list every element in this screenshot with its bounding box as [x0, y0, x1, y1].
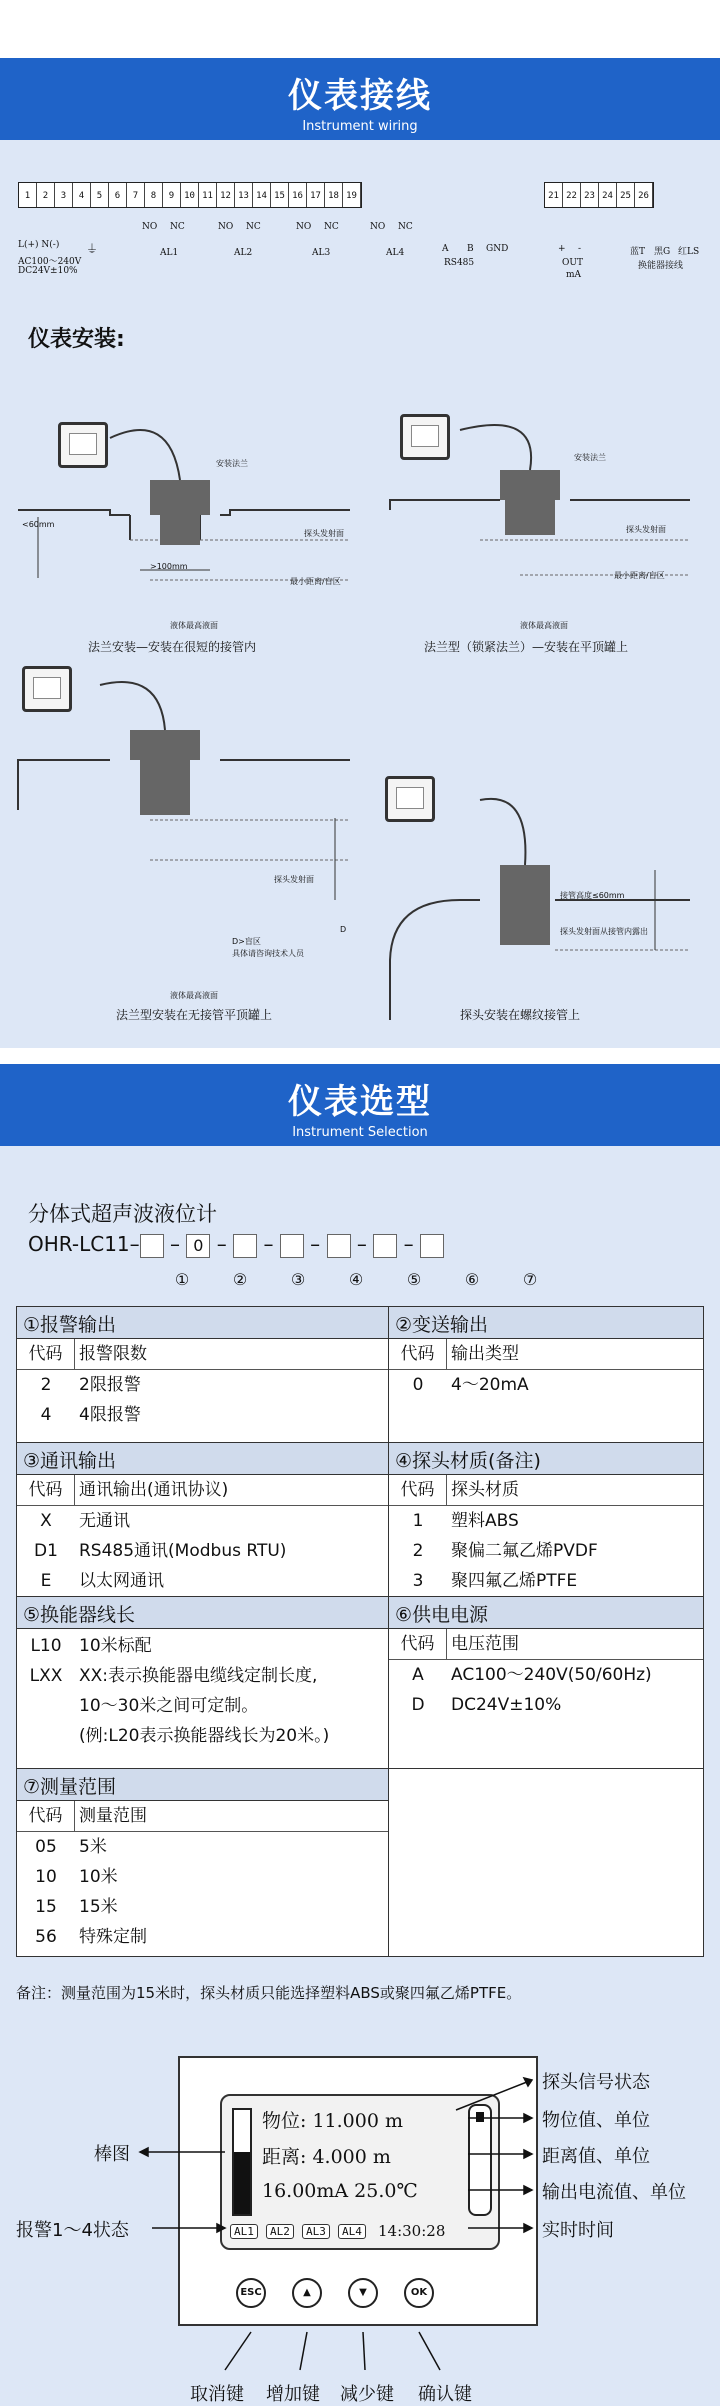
- row-code: 56: [35, 1927, 57, 1947]
- callout-output: 输出电流值、单位: [542, 2182, 686, 2203]
- block-title: ⑤换能器线长: [17, 1597, 388, 1629]
- model-slot-2: 0: [186, 1234, 210, 1258]
- row-desc: 4限报警: [79, 1405, 141, 1425]
- circle-2: ②: [232, 1270, 248, 1289]
- terminal-5: 5: [91, 183, 109, 207]
- terminal-10: 10: [181, 183, 199, 207]
- dash: –: [170, 1232, 180, 1256]
- callout-distance: 距离值、单位: [542, 2146, 650, 2167]
- row-code: 1: [412, 1511, 424, 1531]
- rs485-b: B: [467, 244, 474, 254]
- install-heading: 仪表安装:: [28, 327, 125, 352]
- terminal-18: 18: [325, 183, 343, 207]
- wiring-subtitle: Instrument wiring: [302, 119, 418, 134]
- circle-4: ④: [348, 1270, 364, 1289]
- emit-face-1: 探头发射面: [304, 529, 344, 538]
- dash: –: [403, 1232, 414, 1256]
- power-dc-label: DC24V±10%: [18, 266, 78, 276]
- row-desc: 4～20mA: [451, 1375, 529, 1395]
- row-desc: 以太网通讯: [79, 1571, 164, 1591]
- terminal-13: 13: [235, 183, 253, 207]
- row-code: 4: [40, 1405, 52, 1425]
- relay4-nc: NC: [398, 222, 413, 232]
- terminal-12: 12: [217, 183, 235, 207]
- block-title: ②变送输出: [389, 1307, 703, 1339]
- power-ac-label: AC100～240V: [18, 257, 82, 267]
- row-code: [17, 1721, 75, 1751]
- circle-3: ③: [290, 1270, 306, 1289]
- terminal-15: 15: [271, 183, 289, 207]
- section-spacer: [0, 1048, 720, 1064]
- min-dist-2: 最小距离/盲区: [614, 571, 665, 580]
- relay1-nc: NC: [170, 222, 185, 232]
- rs485-a: A: [442, 244, 449, 254]
- wire-shield: 黑G: [654, 247, 671, 257]
- level-value: 物位: 11.000 m: [262, 2110, 403, 2132]
- instrument-box-3: [22, 666, 72, 712]
- callout-level: 物位值、单位: [542, 2110, 650, 2131]
- al4-label: AL4: [386, 248, 405, 258]
- col-name: 电压范围: [447, 1629, 703, 1660]
- model-slot-6: [373, 1234, 397, 1258]
- al2-label: AL2: [234, 248, 253, 258]
- instrument-box-1: [58, 422, 108, 468]
- blind-zone: D>盲区: [232, 937, 261, 946]
- max-level-2: 液体最高液面: [520, 621, 568, 630]
- row-desc: DC24V±10%: [451, 1695, 562, 1715]
- relay1-no: NO: [142, 222, 158, 232]
- terminal-4: 4: [73, 183, 91, 207]
- alarm-3: AL3: [302, 2224, 330, 2239]
- col-code: 代码: [389, 1629, 447, 1660]
- key-confirm-label: 确认键: [418, 2384, 472, 2405]
- terminal-6: 6: [109, 183, 127, 207]
- row-code: 0: [412, 1375, 424, 1395]
- block-transmit: [389, 1307, 704, 1443]
- row-desc: 聚偏二氟乙烯PVDF: [451, 1541, 598, 1561]
- block-probe: [389, 1443, 704, 1597]
- model-prefix: OHR-LC11–: [28, 1232, 140, 1256]
- col-code: 代码: [389, 1339, 447, 1370]
- block-title: ④探头材质(备注): [389, 1443, 703, 1475]
- out-plus: +: [558, 244, 566, 254]
- install-diagrams: [0, 400, 720, 1060]
- row-desc: 15米: [79, 1897, 118, 1917]
- terminal-strip-output: [544, 182, 654, 208]
- row-code: 2: [40, 1375, 52, 1395]
- dim-100: >100mm: [150, 562, 188, 571]
- selection-note: 备注：测量范围为15米时，探头材质只能选择塑料ABS或聚四氟乙烯PTFE。: [16, 1984, 522, 2002]
- product-name: 分体式超声波液位计: [28, 1202, 217, 1226]
- callout-probe-signal: 探头信号状态: [542, 2072, 650, 2093]
- dim-d: D: [340, 925, 347, 934]
- emit-face-2: 探头发射面: [626, 525, 666, 534]
- col-name: 测量范围: [75, 1801, 388, 1832]
- circle-5: ⑤: [406, 1270, 422, 1289]
- row-code: 2: [412, 1541, 424, 1561]
- terminal-21: 21: [545, 183, 563, 207]
- esc-button[interactable]: ESC: [236, 2278, 266, 2308]
- terminal-23: 23: [581, 183, 599, 207]
- row-desc: 无通讯: [79, 1511, 130, 1531]
- terminal-24: 24: [599, 183, 617, 207]
- flange-label-2: 安装法兰: [574, 453, 606, 462]
- instrument-box-4: [385, 776, 435, 822]
- distance-value: 距离: 4.000 m: [262, 2146, 391, 2168]
- terminal-7: 7: [127, 183, 145, 207]
- col-name: 通讯输出(通讯协议): [75, 1475, 388, 1506]
- col-code: 代码: [389, 1475, 447, 1506]
- pipe-emit: 探头发射面从接管内露出: [560, 927, 648, 936]
- wire-blue: 蓝T: [630, 247, 646, 257]
- emit-face-3: 探头发射面: [274, 875, 314, 884]
- relay4-no: NO: [370, 222, 386, 232]
- block-cable: [17, 1597, 389, 1769]
- key-increase-label: 增加键: [266, 2384, 320, 2405]
- col-name: 报警限数: [75, 1339, 388, 1370]
- selection-subtitle: Instrument Selection: [292, 1125, 428, 1140]
- rs485-label: RS485: [444, 258, 475, 268]
- row-desc: (例:L20表示换能器线长为20米。): [79, 1726, 330, 1746]
- dash: –: [310, 1232, 321, 1256]
- row-code: D: [411, 1695, 425, 1715]
- al3-label: AL3: [312, 248, 331, 258]
- row-desc: XX:表示换能器电缆线定制长度,: [79, 1666, 318, 1686]
- row-desc: 5米: [79, 1837, 107, 1857]
- col-code: 代码: [17, 1339, 75, 1370]
- block-title: ③通讯输出: [17, 1443, 388, 1475]
- row-code: 3: [412, 1571, 424, 1591]
- row-code: X: [40, 1511, 52, 1531]
- row-desc: 10～30米之间可定制。: [79, 1696, 259, 1716]
- selection-table: [16, 1306, 704, 1957]
- circle-6: ⑥: [464, 1270, 480, 1289]
- block-power: [389, 1597, 704, 1769]
- selection-banner: [0, 1064, 720, 1146]
- row-desc: 10米: [79, 1867, 118, 1887]
- row-desc: RS485通讯(Modbus RTU): [79, 1541, 287, 1561]
- terminal-19: 19: [343, 183, 361, 207]
- row-code: L10: [30, 1636, 62, 1656]
- alarm-2: AL2: [266, 2224, 294, 2239]
- model-code: [28, 1232, 444, 1258]
- col-code: 代码: [17, 1475, 75, 1506]
- row-desc: 10米标配: [79, 1636, 152, 1656]
- terminal-17: 17: [307, 183, 325, 207]
- row-code: LXX: [29, 1666, 63, 1686]
- current-temp-value: 16.00mA 25.0℃: [262, 2180, 418, 2202]
- relay2-nc: NC: [246, 222, 261, 232]
- row-code: 10: [35, 1867, 57, 1887]
- out-label: OUT: [562, 258, 583, 268]
- row-desc: 聚四氟乙烯PTFE: [451, 1571, 578, 1591]
- wire-red: 红LS: [678, 247, 700, 257]
- terminal-26: 26: [635, 183, 653, 207]
- row-desc: 2限报警: [79, 1375, 141, 1395]
- callout-time: 实时时间: [542, 2220, 614, 2241]
- relay3-nc: NC: [324, 222, 339, 232]
- dim-60: <60mm: [22, 520, 55, 529]
- flange-label-1: 安装法兰: [216, 459, 248, 468]
- caption-3: 法兰型安装在无接管平顶罐上: [116, 1008, 273, 1022]
- model-slot-4: [280, 1234, 304, 1258]
- callout-alarm: 报警1～4状态: [16, 2220, 129, 2241]
- row-code: 05: [35, 1837, 57, 1857]
- down-button[interactable]: ▼: [348, 2278, 378, 2308]
- model-slot-7: [420, 1234, 444, 1258]
- row-code: E: [40, 1571, 52, 1591]
- relay3-no: NO: [296, 222, 312, 232]
- top-spacer: [0, 0, 720, 58]
- ok-button[interactable]: OK: [404, 2278, 434, 2308]
- power-label: L(+) N(-): [18, 240, 60, 250]
- alarm-1: AL1: [230, 2224, 258, 2239]
- wiring-banner: [0, 58, 720, 140]
- block-alarm: [17, 1307, 389, 1443]
- row-code: [17, 1691, 75, 1721]
- block-empty: [389, 1769, 704, 1957]
- wiring-title: 仪表接线: [288, 76, 432, 116]
- rs485-gnd: GND: [486, 244, 509, 254]
- caption-4: 探头安装在螺纹接管上: [460, 1008, 581, 1022]
- terminal-2: 2: [37, 183, 55, 207]
- terminal-16: 16: [289, 183, 307, 207]
- selection-title: 仪表选型: [288, 1082, 432, 1122]
- block-comm: [17, 1443, 389, 1597]
- key-cancel-label: 取消键: [190, 2384, 244, 2405]
- col-code: 代码: [17, 1801, 75, 1832]
- al1-label: AL1: [160, 248, 179, 258]
- row-desc: 特殊定制: [79, 1927, 147, 1947]
- max-level-3: 液体最高液面: [170, 991, 218, 1000]
- ground-icon: ⏚: [86, 242, 99, 256]
- instrument-box-2: [400, 414, 450, 460]
- terminal-3: 3: [55, 183, 73, 207]
- transducer-wire-label: 换能器接线: [638, 261, 684, 271]
- terminal-9: 9: [163, 183, 181, 207]
- terminal-1: 1: [19, 183, 37, 207]
- dash: –: [263, 1232, 274, 1256]
- relay2-no: NO: [218, 222, 234, 232]
- pipe-height: 接管高度≤60mm: [560, 891, 625, 900]
- clock: 14:30:28: [378, 2222, 446, 2240]
- caption-2: 法兰型（锁紧法兰）—安装在平顶罐上: [424, 640, 629, 654]
- blind-consult: 具体请咨询技术人员: [232, 949, 304, 958]
- row-code: D1: [34, 1541, 58, 1561]
- col-name: 探头材质: [447, 1475, 703, 1506]
- min-dist-1: 最小距离/盲区: [290, 577, 341, 586]
- terminal-25: 25: [617, 183, 635, 207]
- block-title: ①报警输出: [17, 1307, 388, 1339]
- terminal-11: 11: [199, 183, 217, 207]
- terminal-strip-main: [18, 182, 362, 208]
- up-button[interactable]: ▲: [292, 2278, 322, 2308]
- dash: –: [356, 1232, 367, 1256]
- caption-1: 法兰安装—安装在很短的接管内: [88, 640, 257, 654]
- row-desc: 塑料ABS: [451, 1511, 519, 1531]
- max-level-1: 液体最高液面: [170, 621, 218, 630]
- alarm-4: AL4: [338, 2224, 366, 2239]
- terminal-14: 14: [253, 183, 271, 207]
- callout-bar: 棒图: [94, 2144, 130, 2165]
- terminal-8: 8: [145, 183, 163, 207]
- model-slot-5: [327, 1234, 351, 1258]
- out-unit: mA: [566, 270, 582, 280]
- terminal-22: 22: [563, 183, 581, 207]
- model-slot-1: [140, 1234, 164, 1258]
- block-range: [17, 1769, 389, 1957]
- col-name: 输出类型: [447, 1339, 703, 1370]
- block-title: ⑦测量范围: [17, 1769, 388, 1801]
- out-minus: -: [578, 244, 582, 254]
- row-code: A: [412, 1665, 424, 1685]
- circle-7: ⑦: [522, 1270, 538, 1289]
- circle-1: ①: [174, 1270, 190, 1289]
- block-title: ⑥供电电源: [389, 1597, 703, 1629]
- key-decrease-label: 减少键: [340, 2384, 394, 2405]
- row-desc: AC100～240V(50/60Hz): [451, 1665, 652, 1685]
- row-code: 15: [35, 1897, 57, 1917]
- dash: –: [216, 1232, 227, 1256]
- model-slot-3: [233, 1234, 257, 1258]
